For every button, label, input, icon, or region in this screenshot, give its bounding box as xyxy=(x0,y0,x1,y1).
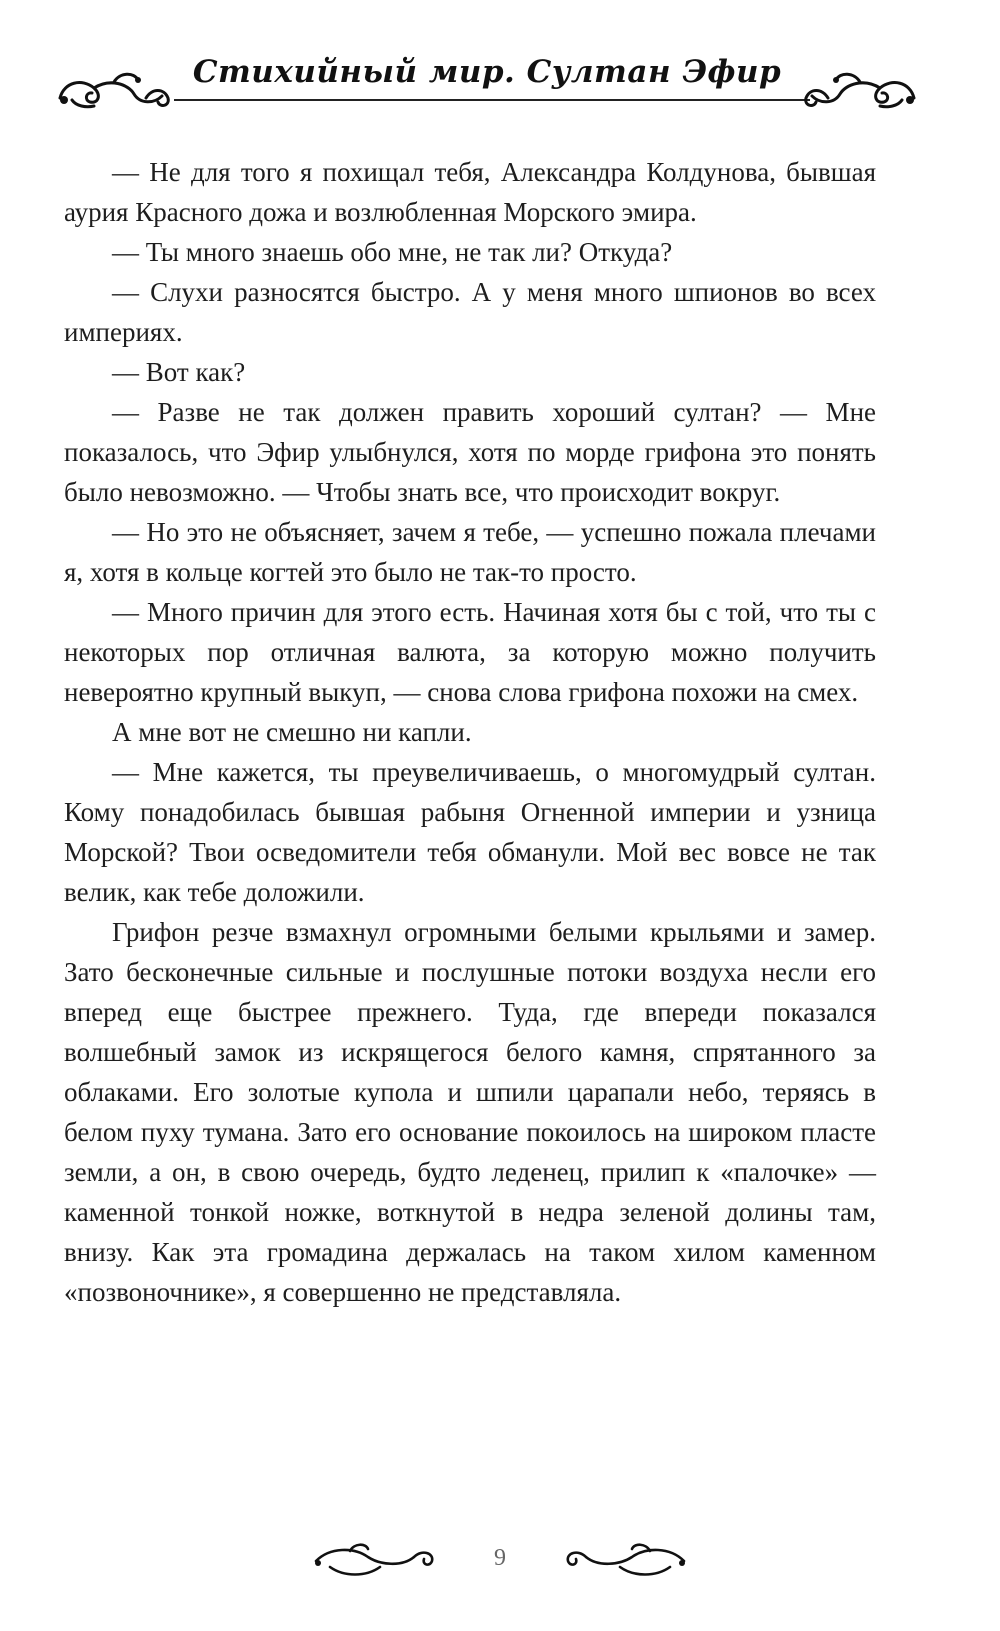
paragraph: — Мне кажется, ты преувеличиваешь, о многомудрый султан. Кому понадобилась бывшая рабыня Огненной империи и узница Морской? Твои осведомители тебя обманули. Мой вес вовсе не так велик, как тебе доложили. xyxy=(64,757,876,907)
paragraph: — Вот как? xyxy=(112,357,246,387)
paragraph: Грифон резче взмахнул огромными белыми крыльями и замер. Зато бесконечные сильные и послушные потоки воздуха несли его вперед еще быстрее прежнего. Туда, где впереди показался волшебный замок из искрящегося белого камня, спрятанного за облаками. Его золотые купола и шпили царапали небо, теряясь в белом пуху тумана. Зато его основание покоилось на широком пласте земли, а он, в свою очередь, будто леденец, прилип к «палочке» — каменной тонкой ножке, воткнутой в недра зеленой долины там, внизу. Как эта громадина держалась на таком хилом каменном «позвоночнике», я совершенно не представляла. xyxy=(64,917,876,1307)
right-footer-flourish-icon xyxy=(560,1537,690,1581)
paragraph: — Не для того я похищал тебя, Александра Колдунова, бывшая аурия Красного дожа и возлюбленная Морского эмира. xyxy=(64,157,876,227)
header-title: Стихийный мир. Султан Эфир xyxy=(192,54,782,90)
paragraph: А мне вот не смешно ни капли. xyxy=(112,717,472,747)
page-number: 9 xyxy=(494,1545,506,1571)
paragraph: — Разве не так должен править хороший султан? — Мне показалось, что Эфир улыбнулся, хотя по морде грифона это понять было невозможно. — Чтобы знать все, что происходит вокруг. xyxy=(64,397,876,507)
right-header-flourish-icon xyxy=(800,64,920,114)
header-divider xyxy=(174,99,810,101)
paragraph: — Ты много знаешь обо мне, не так ли? Откуда? xyxy=(112,237,673,267)
paragraph: — Слухи разносятся быстро. А у меня много шпионов во всех империях. xyxy=(64,277,876,347)
body-text xyxy=(64,152,876,1312)
paragraph: — Но это не объясняет, зачем я тебе, — успешно пожала плечами я, хотя в кольце когтей это было не так-то просто. xyxy=(64,517,876,587)
running-header xyxy=(54,44,920,114)
page-footer xyxy=(310,1535,690,1585)
paragraph: — Много причин для этого есть. Начиная хотя бы с той, что ты с некоторых пор отличная валюта, за которую можно получить невероятно крупный выкуп, — снова слова грифона похожи на смех. xyxy=(64,597,876,707)
